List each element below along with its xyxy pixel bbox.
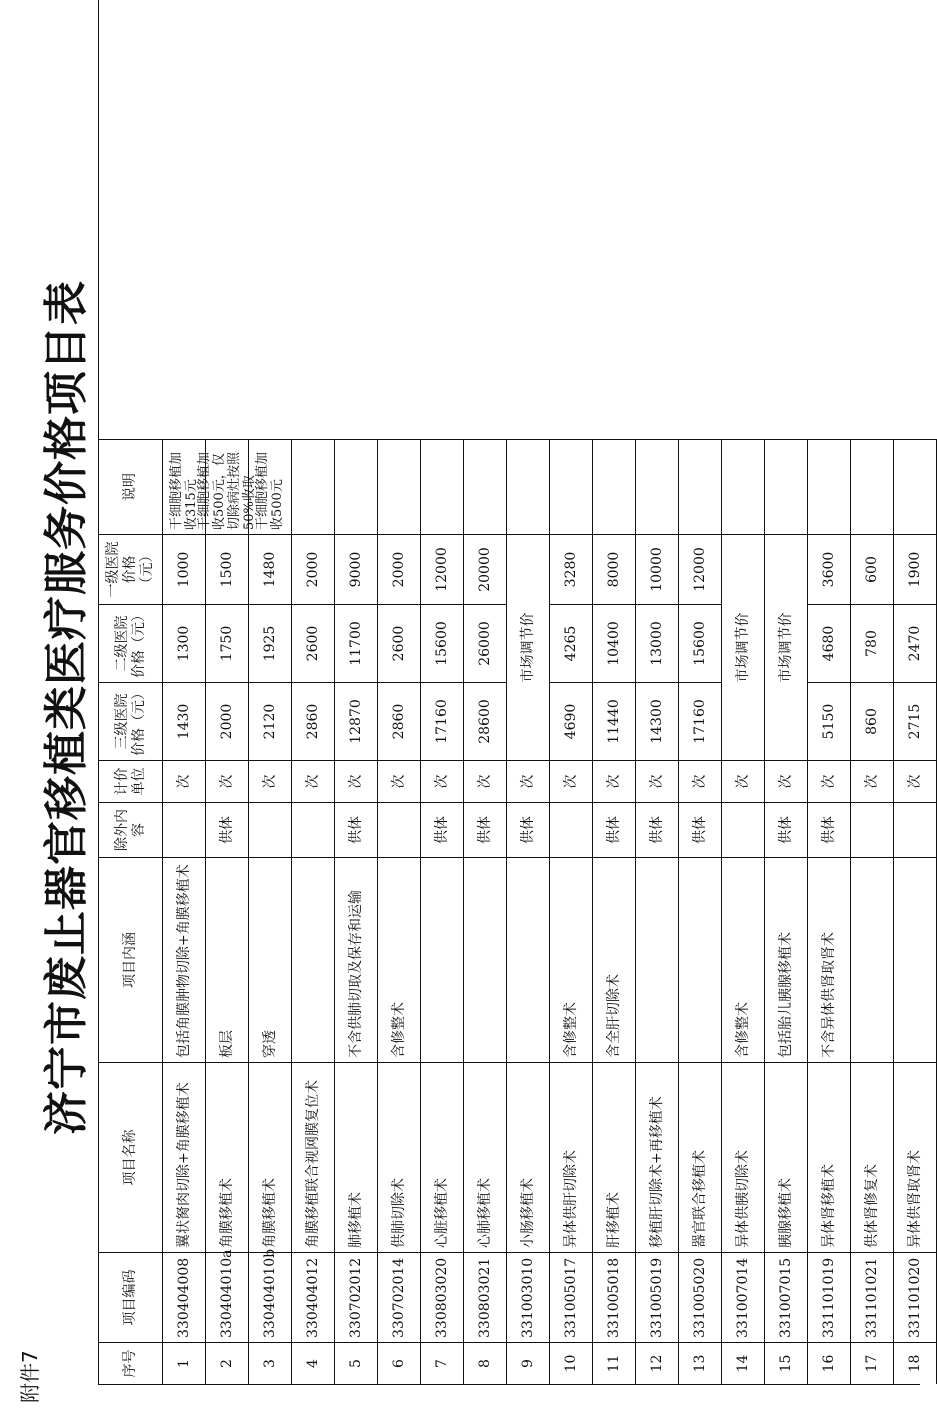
row-no: 12: [636, 1342, 679, 1384]
row-exclusion: 供体: [206, 802, 249, 857]
row-content: [464, 857, 507, 1062]
row-market-price: 市场调节价: [507, 534, 550, 760]
row-no: 15: [765, 1342, 808, 1384]
row-unit: 次: [679, 760, 722, 802]
row-code: 331101019: [808, 1252, 851, 1342]
row-price-level3: 11440: [593, 682, 636, 760]
row-price-level2: 2600: [292, 604, 335, 682]
row-name: 心脏移植术: [421, 1062, 464, 1252]
row-price-level1: 1500: [206, 534, 249, 604]
row-content: 含修整术: [378, 857, 421, 1062]
row-unit: 次: [464, 760, 507, 802]
header-price-level3: 三级医院价格（元）: [99, 682, 163, 760]
row-content: [851, 857, 894, 1062]
row-unit: 次: [894, 760, 937, 802]
row-exclusion: 供体: [507, 802, 550, 857]
row-note: [378, 439, 421, 534]
row-price-level1: 12000: [679, 534, 722, 604]
row-exclusion: [851, 802, 894, 857]
row-unit: 次: [550, 760, 593, 802]
header-unit: 计价单位: [99, 760, 163, 802]
row-note: 干细胞移植加收500元: [249, 439, 292, 534]
row-name: 异体供胰切除术: [722, 1062, 765, 1252]
row-exclusion: [722, 802, 765, 857]
row-exclusion: [249, 802, 292, 857]
row-code: 331005019: [636, 1252, 679, 1342]
row-price-level2: 2600: [378, 604, 421, 682]
row-no: 14: [722, 1342, 765, 1384]
row-price-level1: 1900: [894, 534, 937, 604]
row-note: [636, 439, 679, 534]
row-exclusion: 供体: [335, 802, 378, 857]
header-name: 项目名称: [99, 1062, 163, 1252]
row-price-level2: 1925: [249, 604, 292, 682]
row-no: 1: [163, 1342, 206, 1384]
row-price-level1: 8000: [593, 534, 636, 604]
row-no: 5: [335, 1342, 378, 1384]
row-name: 异体肾移植术: [808, 1062, 851, 1252]
row-price-level3: 5150: [808, 682, 851, 760]
row-content: 包括角膜肿物切除+角膜移植术: [163, 857, 206, 1062]
row-price-level3: 2000: [206, 682, 249, 760]
row-content: 板层: [206, 857, 249, 1062]
attachment-label: 附件7: [18, 1350, 42, 1403]
row-content: [679, 857, 722, 1062]
row-code: 330702014: [378, 1252, 421, 1342]
row-name: 异体供肾取肾术: [894, 1062, 937, 1252]
row-exclusion: 供体: [593, 802, 636, 857]
row-code: 330404010a: [206, 1252, 249, 1342]
row-code: 331005020: [679, 1252, 722, 1342]
row-unit: 次: [378, 760, 421, 802]
row-price-level1: 3600: [808, 534, 851, 604]
row-content: [421, 857, 464, 1062]
row-code: 330404010b: [249, 1252, 292, 1342]
row-price-level2: 10400: [593, 604, 636, 682]
row-note: [765, 439, 808, 534]
row-no: 11: [593, 1342, 636, 1384]
header-note: 说明: [99, 439, 163, 534]
row-code: 331101021: [851, 1252, 894, 1342]
row-market-price: 市场调节价: [765, 534, 808, 760]
row-name: 翼状胬肉切除+角膜移植术: [163, 1062, 206, 1252]
row-note: [808, 439, 851, 534]
row-price-level3: 12870: [335, 682, 378, 760]
row-unit: 次: [808, 760, 851, 802]
row-content: 不含异体供肾取肾术: [808, 857, 851, 1062]
row-price-level1: 9000: [335, 534, 378, 604]
row-price-level2: 1300: [163, 604, 206, 682]
row-name: 角膜移植术: [206, 1062, 249, 1252]
row-price-level2: 4680: [808, 604, 851, 682]
row-exclusion: 供体: [765, 802, 808, 857]
header-code: 项目编码: [99, 1252, 163, 1342]
row-code: 331005018: [593, 1252, 636, 1342]
row-content: 含修整术: [722, 857, 765, 1062]
row-note: [894, 439, 937, 534]
row-no: 2: [206, 1342, 249, 1384]
row-unit: 次: [163, 760, 206, 802]
row-code: 331003010: [507, 1252, 550, 1342]
row-unit: 次: [249, 760, 292, 802]
row-unit: 次: [206, 760, 249, 802]
row-price-level3: 860: [851, 682, 894, 760]
row-code: 330404012: [292, 1252, 335, 1342]
row-content: 不含供肺切取及保存和运输: [335, 857, 378, 1062]
row-price-level1: 12000: [421, 534, 464, 604]
header-no: 序号: [99, 1342, 163, 1384]
row-no: 13: [679, 1342, 722, 1384]
row-name: 供肺切除术: [378, 1062, 421, 1252]
row-price-level1: 2000: [378, 534, 421, 604]
row-price-level3: 14300: [636, 682, 679, 760]
row-no: 4: [292, 1342, 335, 1384]
row-price-level3: 1430: [163, 682, 206, 760]
row-content: 穿透: [249, 857, 292, 1062]
row-price-level1: 10000: [636, 534, 679, 604]
row-name: 器官联合移植术: [679, 1062, 722, 1252]
row-name: 供体肾修复术: [851, 1062, 894, 1252]
row-price-level2: 13000: [636, 604, 679, 682]
row-price-level1: 1480: [249, 534, 292, 604]
row-unit: 次: [335, 760, 378, 802]
row-price-level3: 17160: [679, 682, 722, 760]
row-price-level3: 17160: [421, 682, 464, 760]
row-name: 角膜移植术: [249, 1062, 292, 1252]
header-content: 项目内涵: [99, 857, 163, 1062]
row-price-level2: 780: [851, 604, 894, 682]
row-exclusion: [378, 802, 421, 857]
row-name: 异体供肝切除术: [550, 1062, 593, 1252]
row-unit: 次: [722, 760, 765, 802]
row-price-level3: 2120: [249, 682, 292, 760]
price-table: [98, 0, 923, 1385]
row-exclusion: 供体: [636, 802, 679, 857]
row-price-level3: 2715: [894, 682, 937, 760]
page-title: 济宁市废止器官移植类医疗服务价格项目表: [41, 280, 92, 1135]
row-note: [292, 439, 335, 534]
row-name: 胰腺移植术: [765, 1062, 808, 1252]
row-name: 移植肝切除术+再移植术: [636, 1062, 679, 1252]
row-content: [894, 857, 937, 1062]
row-code: 331101020: [894, 1252, 937, 1342]
row-note: [851, 439, 894, 534]
row-unit: 次: [292, 760, 335, 802]
row-code: 330702012: [335, 1252, 378, 1342]
row-content: [292, 857, 335, 1062]
row-price-level2: 15600: [421, 604, 464, 682]
row-code: 331005017: [550, 1252, 593, 1342]
row-unit: 次: [507, 760, 550, 802]
row-content: 含修整术: [550, 857, 593, 1062]
row-price-level2: 2470: [894, 604, 937, 682]
row-price-level3: 28600: [464, 682, 507, 760]
row-name: 小肠移植术: [507, 1062, 550, 1252]
row-price-level2: 4265: [550, 604, 593, 682]
row-no: 3: [249, 1342, 292, 1384]
row-note: [679, 439, 722, 534]
row-price-level2: 26000: [464, 604, 507, 682]
row-note: [722, 439, 765, 534]
row-code: 331007014: [722, 1252, 765, 1342]
row-note: [464, 439, 507, 534]
row-price-level1: 1000: [163, 534, 206, 604]
row-note: [550, 439, 593, 534]
row-no: 9: [507, 1342, 550, 1384]
row-content: 含全肝切除术: [593, 857, 636, 1062]
header-exclusion: 除外内容: [99, 802, 163, 857]
row-price-level3: 2860: [292, 682, 335, 760]
row-exclusion: 供体: [808, 802, 851, 857]
row-exclusion: [163, 802, 206, 857]
row-price-level2: 11700: [335, 604, 378, 682]
row-price-level3: 2860: [378, 682, 421, 760]
row-price-level2: 1750: [206, 604, 249, 682]
row-price-level1: 600: [851, 534, 894, 604]
row-unit: 次: [421, 760, 464, 802]
row-price-level1: 3280: [550, 534, 593, 604]
row-exclusion: 供体: [421, 802, 464, 857]
row-price-level1: 20000: [464, 534, 507, 604]
row-note: 干细胞移植加收500元，仅切除病灶按照50%收取: [206, 439, 249, 534]
row-name: 角膜移植联合视网膜复位术: [292, 1062, 335, 1252]
row-exclusion: 供体: [679, 802, 722, 857]
row-name: 肝移植术: [593, 1062, 636, 1252]
header-price-level2: 二级医院价格（元）: [99, 604, 163, 682]
row-content: [507, 857, 550, 1062]
row-note: [507, 439, 550, 534]
row-exclusion: 供体: [464, 802, 507, 857]
row-price-level3: 4690: [550, 682, 593, 760]
row-no: 8: [464, 1342, 507, 1384]
row-exclusion: [550, 802, 593, 857]
row-unit: 次: [765, 760, 808, 802]
row-note: 干细胞移植加收315元: [163, 439, 206, 534]
row-note: [593, 439, 636, 534]
row-exclusion: [894, 802, 937, 857]
row-unit: 次: [851, 760, 894, 802]
row-note: [335, 439, 378, 534]
row-name: 肺移植术: [335, 1062, 378, 1252]
row-no: 6: [378, 1342, 421, 1384]
row-price-level2: 15600: [679, 604, 722, 682]
row-market-price: 市场调节价: [722, 534, 765, 760]
row-unit: 次: [636, 760, 679, 802]
row-no: 18: [894, 1342, 937, 1384]
row-code: 330404008: [163, 1252, 206, 1342]
row-note: [421, 439, 464, 534]
row-exclusion: [292, 802, 335, 857]
row-no: 16: [808, 1342, 851, 1384]
row-content: 包括胎儿胰腺移植术: [765, 857, 808, 1062]
header-price-level1: 一级医院价格（元）: [99, 534, 163, 604]
row-no: 17: [851, 1342, 894, 1384]
row-unit: 次: [593, 760, 636, 802]
row-code: 330803021: [464, 1252, 507, 1342]
row-code: 330803020: [421, 1252, 464, 1342]
row-no: 7: [421, 1342, 464, 1384]
row-price-level1: 2000: [292, 534, 335, 604]
row-no: 10: [550, 1342, 593, 1384]
row-name: 心肺移植术: [464, 1062, 507, 1252]
row-content: [636, 857, 679, 1062]
row-code: 331007015: [765, 1252, 808, 1342]
